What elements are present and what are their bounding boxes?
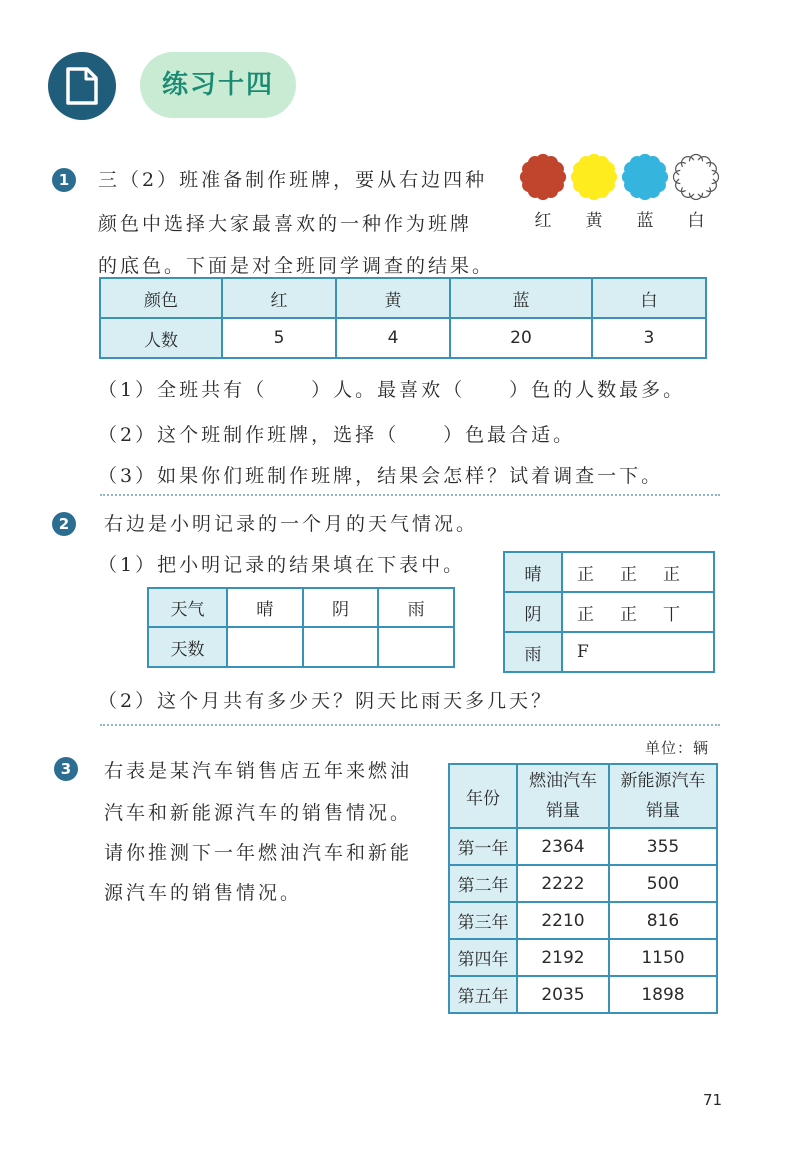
page-title: 练习十四 (140, 52, 296, 118)
question-2-number: 2 (52, 512, 76, 536)
unit-label: 单位：辆 (645, 739, 710, 757)
table-cell: 3 (592, 318, 706, 358)
weather-tally-table (503, 551, 715, 673)
swatch-label: 红 (534, 211, 552, 231)
table-cell: 第五年 (449, 976, 517, 1013)
table-header-row (100, 278, 706, 318)
answer-cell[interactable] (303, 627, 379, 667)
swatch-label: 蓝 (636, 211, 654, 231)
question-1-number: 1 (52, 168, 76, 192)
weather-fill-table (147, 587, 455, 668)
table-cell: 第一年 (449, 828, 517, 865)
table-cell: 2222 (517, 865, 609, 902)
q3-text-line: 源汽车的销售情况。 (104, 882, 303, 904)
scalloped-flower-icon (570, 153, 618, 201)
color-swatch (672, 153, 720, 231)
table-row (449, 939, 717, 976)
table-cell: 20 (450, 318, 592, 358)
table-cell: 816 (609, 902, 717, 939)
table-row (504, 592, 714, 632)
table-cell: 第二年 (449, 865, 517, 902)
table-cell: 355 (609, 828, 717, 865)
table-cell: 晴 (227, 588, 303, 627)
scalloped-flower-icon (672, 153, 720, 201)
table-cell: 天数 (148, 627, 227, 667)
table-cell: 2192 (517, 939, 609, 976)
table-cell: 1150 (609, 939, 717, 976)
table-header-fuel (517, 764, 609, 828)
table-cell: 2364 (517, 828, 609, 865)
header-line: 销量 (646, 801, 680, 821)
table-cell: 阴 (504, 592, 562, 632)
table-cell: 雨 (504, 632, 562, 672)
table-cell: 颜色 (100, 278, 222, 318)
table-cell: 天气 (148, 588, 227, 627)
table-row (449, 828, 717, 865)
header-line: 销量 (546, 801, 580, 821)
table-cell: 5 (222, 318, 336, 358)
table-cell: 第四年 (449, 939, 517, 976)
table-cell: 4 (336, 318, 450, 358)
q3-text-line: 汽车和新能源汽车的销售情况。 (104, 802, 413, 824)
q1-text-line: 的底色。下面是对全班同学调查的结果。 (98, 255, 495, 277)
tally-marks: F (562, 632, 714, 672)
answer-cell[interactable] (378, 627, 454, 667)
header-line: 新能源汽车 (620, 771, 706, 791)
table-row (449, 865, 717, 902)
table-cell: 红 (222, 278, 336, 318)
table-cell: 人数 (100, 318, 222, 358)
table-row (504, 552, 714, 592)
table-header-row (148, 588, 454, 627)
q2-subquestion-1: （1）把小明记录的结果填在下表中。 (98, 554, 466, 576)
exercise-badge (48, 52, 116, 120)
table-cell: 蓝 (450, 278, 592, 318)
tally-marks: 正正正 (562, 552, 714, 592)
section-divider (100, 724, 720, 726)
table-cell: 500 (609, 865, 717, 902)
q3-text-line: 请你推测下一年燃油汽车和新能 (104, 842, 413, 864)
q1-text-line: 颜色中选择大家最喜欢的一种作为班牌 (98, 213, 473, 235)
table-cell: 年份 (449, 764, 517, 828)
question-3-number: 3 (54, 757, 78, 781)
page-number: 71 (703, 1091, 723, 1109)
table-cell: 1898 (609, 976, 717, 1013)
table-row (449, 976, 717, 1013)
table-cell: 2035 (517, 976, 609, 1013)
table-row (504, 632, 714, 672)
table-header-nev (609, 764, 717, 828)
car-sales-table (448, 763, 718, 1014)
color-swatch (570, 153, 618, 231)
color-swatch (621, 153, 669, 231)
table-row (100, 318, 706, 358)
scalloped-flower-icon (621, 153, 669, 201)
document-icon (65, 66, 99, 106)
table-cell: 第三年 (449, 902, 517, 939)
color-swatch (519, 153, 567, 231)
table-cell: 阴 (303, 588, 379, 627)
q1-subquestion-3: （3）如果你们班制作班牌，结果会怎样？试着调查一下。 (98, 465, 664, 487)
q2-intro: 右边是小明记录的一个月的天气情况。 (104, 513, 479, 535)
q1-subquestion-1: （1）全班共有（ ）人。最喜欢（ ）色的人数最多。 (98, 379, 686, 401)
q2-subquestion-2: （2）这个月共有多少天？阴天比雨天多几天？ (98, 690, 554, 712)
swatch-label: 黄 (585, 211, 603, 231)
table-cell: 黄 (336, 278, 450, 318)
header-line: 燃油汽车 (529, 771, 597, 791)
table-row (148, 627, 454, 667)
table-header-row (449, 764, 717, 828)
tally-marks: 正正丅 (562, 592, 714, 632)
swatch-label: 白 (687, 211, 705, 231)
answer-cell[interactable] (227, 627, 303, 667)
table-cell: 雨 (378, 588, 454, 627)
table-cell: 2210 (517, 902, 609, 939)
car-sales-rows (449, 828, 717, 1013)
section-divider (100, 494, 720, 496)
table-row (449, 902, 717, 939)
q1-subquestion-2: （2）这个班制作班牌，选择（ ）色最合适。 (98, 424, 576, 446)
color-survey-table (99, 277, 707, 359)
q3-text-line: 右表是某汽车销售店五年来燃油 (104, 760, 413, 782)
scalloped-flower-icon (519, 153, 567, 201)
q1-text-line: 三（2）班准备制作班牌，要从右边四种 (98, 169, 488, 191)
table-cell: 白 (592, 278, 706, 318)
table-cell: 晴 (504, 552, 562, 592)
